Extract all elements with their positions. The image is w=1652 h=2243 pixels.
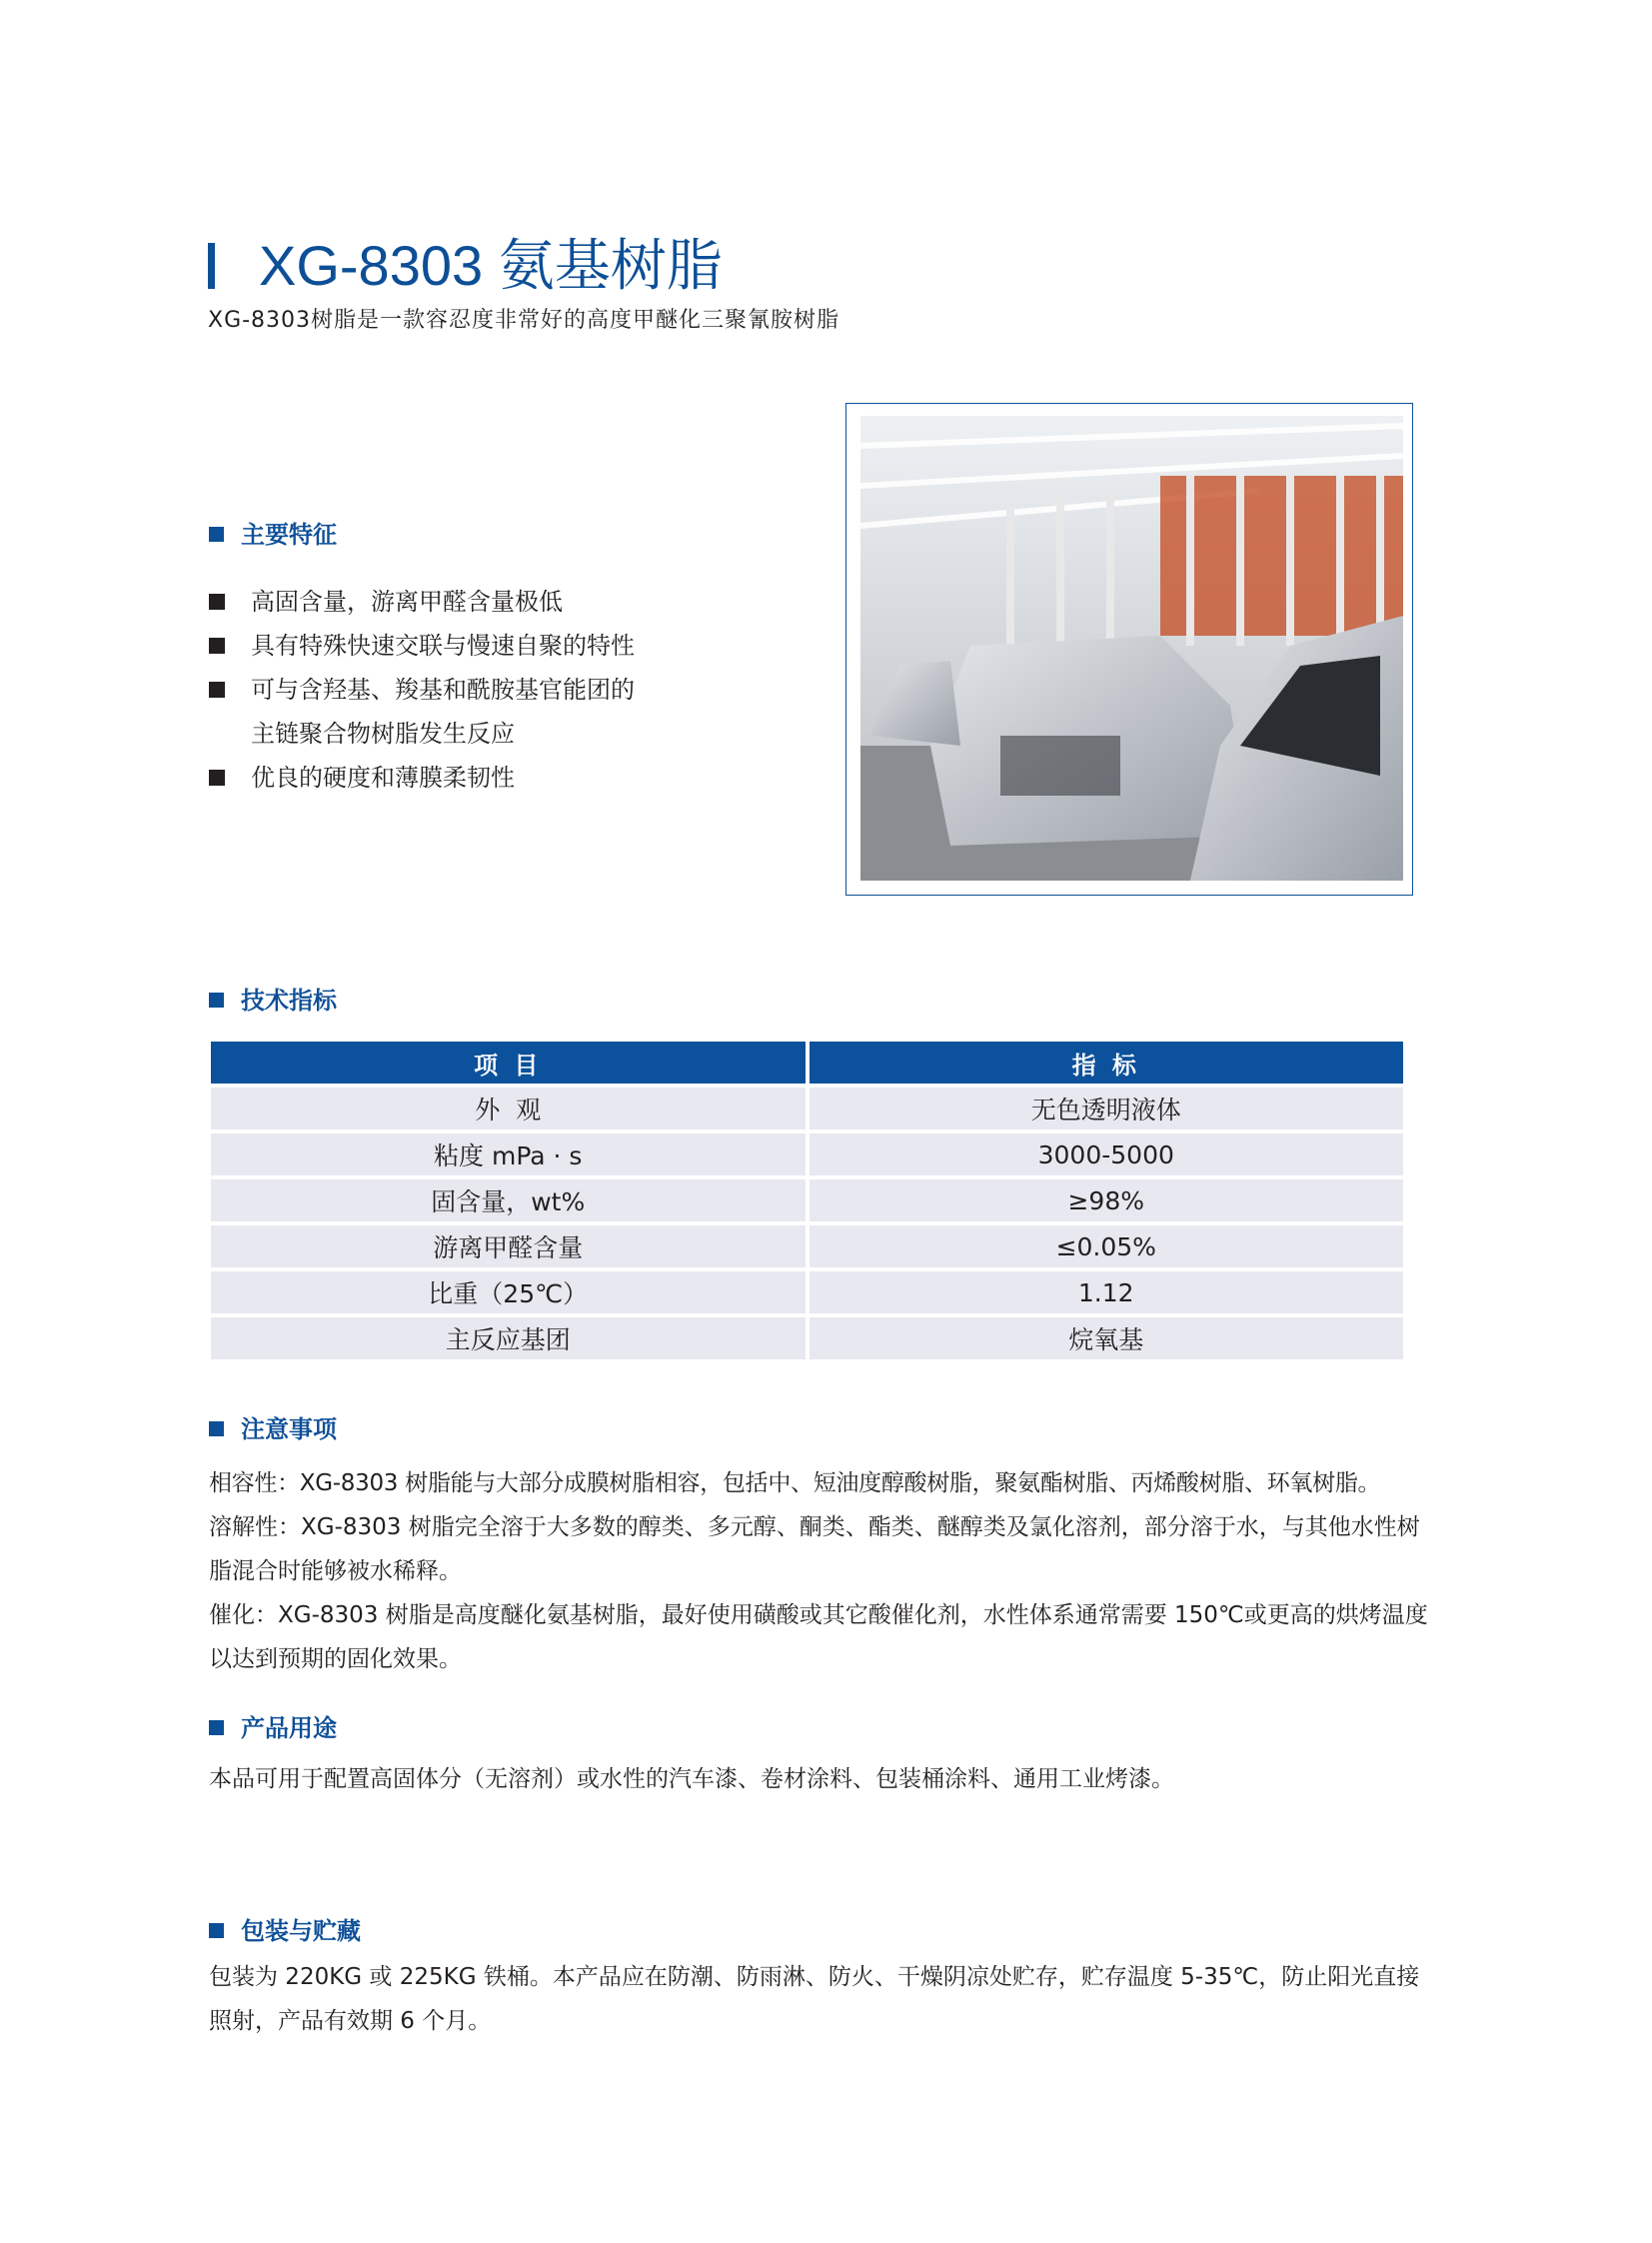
spec-value: 1.12 [810, 1271, 1404, 1313]
feature-text-line: 主链聚合物树脂发生反应 [251, 720, 515, 748]
usage-heading-text: 产品用途 [241, 1714, 337, 1742]
square-bullet-icon [209, 1923, 224, 1938]
feature-item [209, 580, 635, 624]
feature-item [209, 668, 635, 756]
feature-text: 高固含量，游离甲醛含量极低 [251, 588, 563, 616]
table-row [211, 1317, 1403, 1359]
car-assembly-line-photo [860, 416, 1403, 881]
column-header: 项 目 [211, 1042, 806, 1084]
feature-text: 具有特殊快速交联与慢速自聚的特性 [251, 632, 635, 660]
specs-heading-text: 技术指标 [241, 987, 337, 1015]
features-heading [209, 515, 337, 550]
features-heading-text: 主要特征 [241, 521, 337, 549]
spec-value: 烷氧基 [810, 1317, 1404, 1359]
square-bullet-icon [209, 682, 225, 698]
square-bullet-icon [209, 527, 224, 542]
square-bullet-icon [209, 993, 224, 1008]
table-header-row [211, 1042, 1403, 1084]
spec-item: 粘度 mPa · s [211, 1133, 806, 1175]
table-row [211, 1133, 1403, 1175]
spec-item: 外 观 [211, 1088, 806, 1129]
feature-text [251, 668, 635, 756]
storage-heading [209, 1911, 361, 1946]
notes-heading [209, 1409, 337, 1444]
square-bullet-icon [209, 770, 225, 786]
square-bullet-icon [209, 1421, 224, 1436]
specs-table [207, 1038, 1407, 1363]
notes-body [209, 1461, 1453, 1681]
note-compatibility: 相容性：XG-8303 树脂能与大部分成膜树脂相容，包括中、短油度醇酸树脂，聚氨酯树脂、丙烯酸树脂、环氧树脂。 [209, 1470, 1381, 1496]
note-catalysis: 催化：XG-8303 树脂是高度醚化氨基树脂，最好使用磺酸或其它酸催化剂，水性体系通常需要 150℃或更高的烘烤温度以达到预期的固化效果。 [209, 1602, 1428, 1672]
spec-item: 主反应基团 [211, 1317, 806, 1359]
square-bullet-icon [209, 594, 225, 610]
features-list [209, 580, 635, 800]
feature-item [209, 624, 635, 668]
spec-item: 游离甲醛含量 [211, 1225, 806, 1267]
spec-value: ≥98% [810, 1179, 1404, 1221]
storage-text: 包装为 220KG 或 225KG 铁桶。本产品应在防潮、防雨淋、防火、干燥阴凉处贮存，贮存温度 5-35℃，防止阳光直接照射，产品有效期 6 个月。 [209, 1964, 1420, 2034]
spec-value: 3000-5000 [810, 1133, 1404, 1175]
notes-heading-text: 注意事项 [241, 1415, 337, 1443]
square-bullet-icon [209, 638, 225, 654]
spec-item: 固含量，wt% [211, 1179, 806, 1221]
table-row [211, 1271, 1403, 1313]
spec-value: 无色透明液体 [810, 1088, 1404, 1129]
subtitle: XG-8303树脂是一款容忍度非常好的高度甲醚化三聚氰胺树脂 [208, 308, 840, 333]
table-row [211, 1179, 1403, 1221]
specs-heading [209, 981, 337, 1016]
feature-text-line: 可与含羟基、羧基和酰胺基官能团的 [251, 676, 635, 704]
title-bar-decoration [208, 243, 215, 289]
usage-text: 本品可用于配置高固体分（无溶剂）或水性的汽车漆、卷材涂料、包装桶涂料、通用工业烤漆。 [209, 1766, 1174, 1792]
usage-heading [209, 1708, 337, 1743]
note-solubility: 溶解性：XG-8303 树脂完全溶于大多数的醇类、多元醇、酮类、酯类、醚醇类及氯化溶剂，部分溶于水，与其他水性树脂混合时能够被水稀释。 [209, 1514, 1420, 1584]
storage-heading-text: 包装与贮藏 [241, 1917, 361, 1945]
title-text: XG-8303 氨基树脂 [259, 234, 723, 297]
feature-item [209, 756, 635, 800]
table-row [211, 1088, 1403, 1129]
square-bullet-icon [209, 1720, 224, 1735]
page-title [208, 222, 723, 302]
feature-text: 优良的硬度和薄膜柔韧性 [251, 764, 515, 792]
spec-item: 比重（25℃） [211, 1271, 806, 1313]
table-row [211, 1225, 1403, 1267]
spec-value: ≤0.05% [810, 1225, 1404, 1267]
column-header: 指 标 [810, 1042, 1404, 1084]
